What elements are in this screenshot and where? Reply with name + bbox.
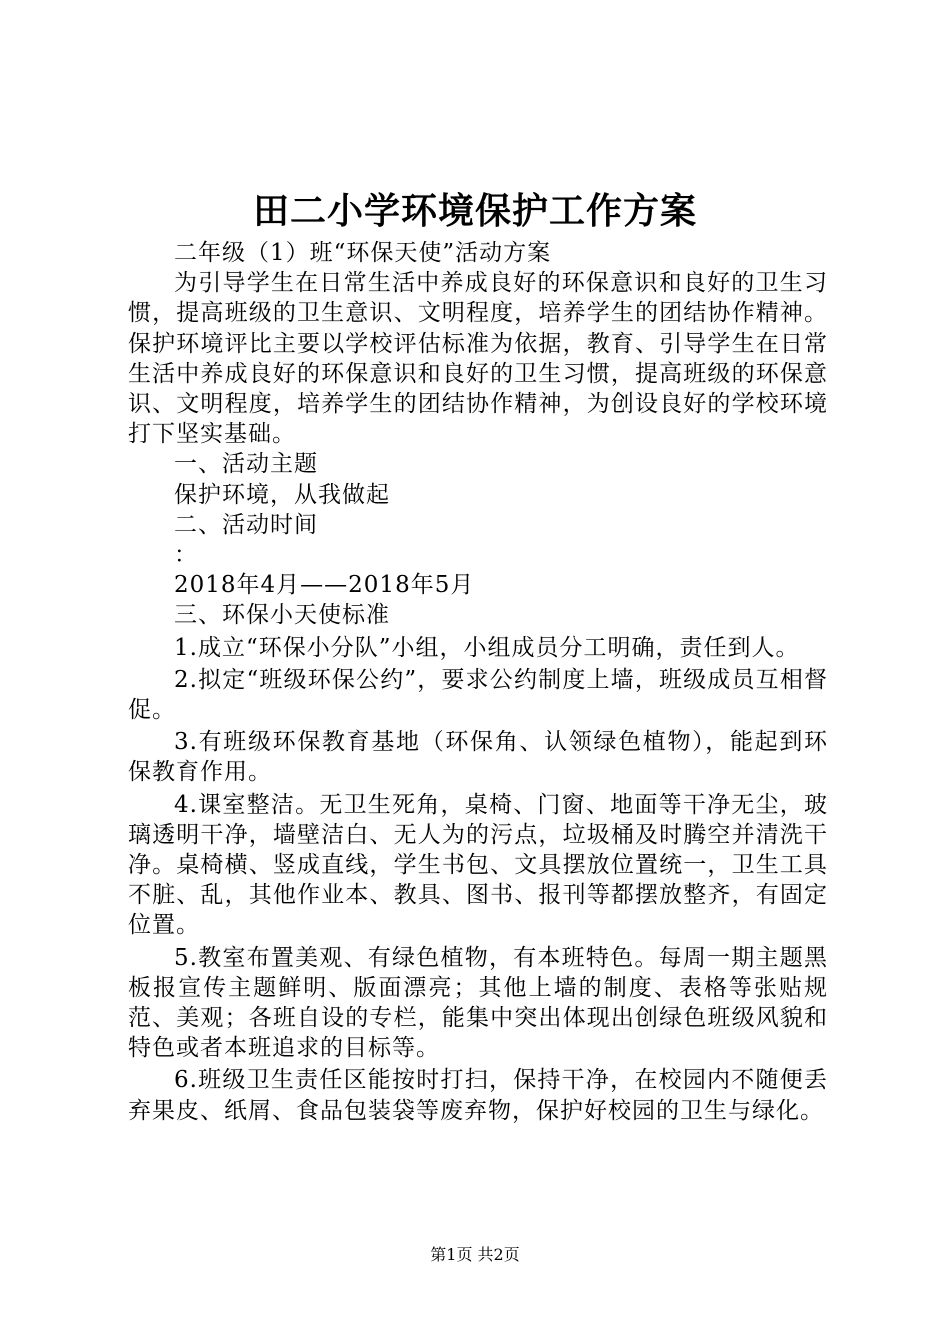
document-body — [128, 238, 828, 1126]
heading-standards: 三、环保小天使标准 — [174, 602, 390, 629]
paragraph-theme: 保护环境，从我做起 — [174, 481, 390, 508]
standard-item-5: 5.教室布置美观、有绿色植物，有本班特色。每周一期主题黑板报宣传主题鲜明、版面漂亮；其他上墙的制度、表格等张贴规范、美观；各班自设的专栏，能集中突出体现出创绿色班级风貌和特色或者本班追求的目标等。 — [128, 944, 828, 1062]
standard-item-3: 3.有班级环保教育基地（环保角、认领绿色植物），能起到环保教育作用。 — [128, 729, 828, 786]
standard-item-6: 6.班级卫生责任区能按时打扫，保持干净，在校园内不随便丢弃果皮、纸屑、食品包装袋等废弃物，保护好校园的卫生与绿化。 — [128, 1067, 828, 1124]
paragraph-time-range: 2018年4月——2018年5月 — [174, 572, 475, 599]
document-title: 田二小学环境保护工作方案 — [252, 190, 697, 232]
paragraph-intro: 为引导学生在日常生活中养成良好的环保意识和良好的卫生习惯，提高班级的卫生意识、文明程度，培养学生的团结协作精神。保护环境评比主要以学校评估标准为依据，教育、引导学生在日常生活中养成良好的环保意识和良好的卫生习惯，提高班级的环保意识、文明程度，培养学生的团结协作精神，为创设良好的学校环境打下坚实基础。 — [128, 270, 828, 448]
standard-item-4: 4.课室整洁。无卫生死角，桌椅、门窗、地面等干净无尘，玻璃透明干净，墙壁洁白、无人为的污点，垃圾桶及时腾空并清洗干净。桌椅横、竖成直线，学生书包、文具摆放位置统一，卫生工具不脏、乱，其他作业本、教具、图书、报刊等都摆放整齐，有固定位置。 — [128, 791, 828, 939]
paragraph-subtitle: 二年级（1）班“环保天使”活动方案 — [174, 240, 552, 266]
page-footer: 第1页 共2页 — [430, 1245, 520, 1264]
paragraph-colon: ： — [174, 542, 198, 569]
standard-item-2: 2.拟定“班级环保公约”，要求公约制度上墙，班级成员互相督促。 — [128, 666, 828, 724]
heading-activity-theme: 一、活动主题 — [174, 451, 318, 478]
heading-activity-time: 二、活动时间 — [174, 511, 318, 538]
standard-item-1: 1.成立“环保小分队”小组，小组成员分工明确，责任到人。 — [174, 634, 800, 661]
